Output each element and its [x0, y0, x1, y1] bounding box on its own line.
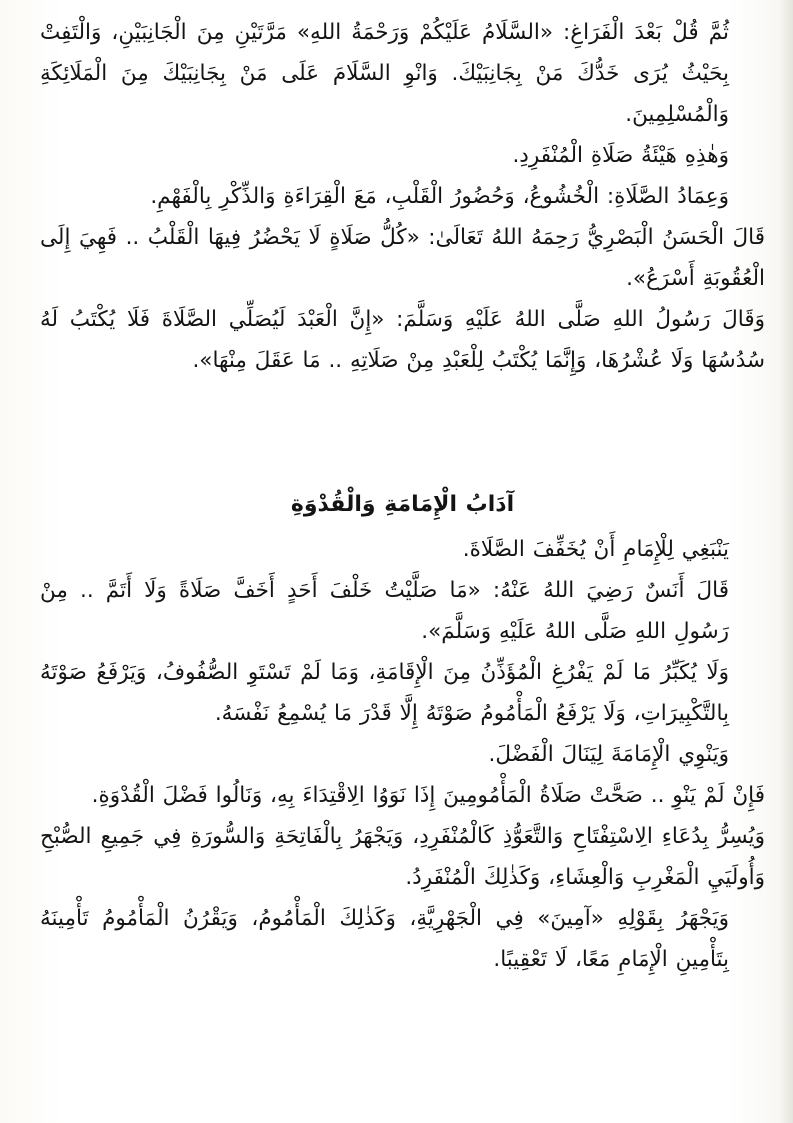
text-section-prayer	[40, 12, 765, 381]
paragraph-takbir: وَلَا يُكَبِّرُ مَا لَمْ يَفْرُغِ الْمُؤَذِّنُ مِنَ الْإِقَامَةِ، وَمَا لَمْ تَسْتَوِ الصُّفُوفُ، وَيَرْفَعُ صَوْتَهُ بِالتَّكْبِيرَاتِ، وَلَا يَرْفَعُ الْمَأْمُومُ صَوْتَهُ إِلَّا قَدْرَ مَا يُسْمِعُ نَفْسَهُ.	[40, 660, 729, 726]
paragraph-hadith: وَقَالَ رَسُولُ اللهِ صَلَّى اللهُ عَلَيْهِ وَسَلَّمَ: «إِنَّ الْعَبْدَ لَيُصَلِّي الصَّلَاةَ فَلَا يُكْتَبُ لَهُ سُدُسُهَا وَلَا عُشْرُهَا، وَإِنَّمَا يُكْتَبُ لِلْعَبْدِ مِنْ صَلَاتِهِ .. مَا عَقَلَ مِنْهَا».	[40, 307, 765, 373]
paragraph-anas: قَالَ أَنَسٌ رَضِيَ اللهُ عَنْهُ: «مَا صَلَّيْتُ خَلْفَ أَحَدٍ أَخَفَّ صَلَاةً وَلَا أَتَمَّ .. مِنْ رَسُولِ اللهِ صَلَّى اللهُ عَلَيْهِ وَسَلَّمَ».	[40, 578, 729, 644]
section-heading: آدَابُ الْإِمَامَةِ وَالْقُدْوَةِ	[290, 492, 515, 517]
paragraph-niyyah: وَيَنْوِي الْإِمَامَةَ لِيَنَالَ الْفَضْلَ.	[488, 742, 729, 767]
paragraph-takhfif: يَنْبَغِي لِلْإِمَامِ أَنْ يُخَفِّفَ الصَّلَاةَ.	[462, 537, 729, 562]
paragraph-hasan-basri: قَالَ الْحَسَنُ الْبَصْرِيُّ رَحِمَهُ اللهُ تَعَالَىٰ: «كُلُّ صَلَاةٍ لَا يَحْضُرُ فِيهَا الْقَلْبُ .. فَهِيَ إِلَى الْعُقُوبَةِ أَسْرَعُ».	[40, 225, 765, 291]
text-section-imamah	[40, 484, 765, 980]
paragraph-salam: ثُمَّ قُلْ بَعْدَ الْفَرَاغِ: «السَّلَامُ عَلَيْكُمْ وَرَحْمَةُ اللهِ» مَرَّتَيْنِ مِنَ الْجَانِبَيْنِ، وَالْتَفِتْ بِحَيْثُ يُرَى خَدُّكَ مَنْ بِجَانِبَيْكَ. وَانْوِ السَّلَامَ عَلَى مَنْ بِجَانِبَيْكَ مِنَ الْمَلَائِكَةِ وَالْمُسْلِمِينَ.	[40, 20, 729, 127]
paragraph-imad: وَعِمَادُ الصَّلَاةِ: الْخُشُوعُ، وَحُضُورُ الْقَلْبِ، مَعَ الْقِرَاءَةِ وَالذِّكْرِ بِالْفَهْمِ.	[150, 184, 729, 209]
paragraph-amin: وَيَجْهَرُ بِقَوْلِهِ «آمِينَ» فِي الْجَهْرِيَّةِ، وَكَذٰلِكَ الْمَأْمُومُ، وَيَقْرُنُ الْمَأْمُومُ تَأْمِينَهُ بِتَأْمِينِ الْإِمَامِ مَعًا، لَا تَعْقِيبًا.	[40, 906, 729, 972]
paragraph-munfarid: وَهٰذِهِ هَيْئَةُ صَلَاةِ الْمُنْفَرِدِ.	[512, 143, 729, 168]
paragraph-jahr: وَيُسِرُّ بِدُعَاءِ الِاسْتِفْتَاحِ وَالتَّعَوُّذِ كَالْمُنْفَرِدِ، وَيَجْهَرُ بِالْفَاتِحَةِ وَالسُّورَةِ فِي جَمِيعِ الصُّبْحِ وَأُولَيَيِ الْمَغْرِبِ وَالْعِشَاءِ، وَكَذٰلِكَ الْمُنْفَرِدُ.	[40, 824, 765, 890]
paragraph-fadl: فَإِنْ لَمْ يَنْوِ .. صَحَّتْ صَلَاةُ الْمَأْمُومِينَ إِذَا نَوَوُا الِاقْتِدَاءَ بِهِ، وَنَالُوا فَضْلَ الْقُدْوَةِ.	[91, 783, 765, 808]
